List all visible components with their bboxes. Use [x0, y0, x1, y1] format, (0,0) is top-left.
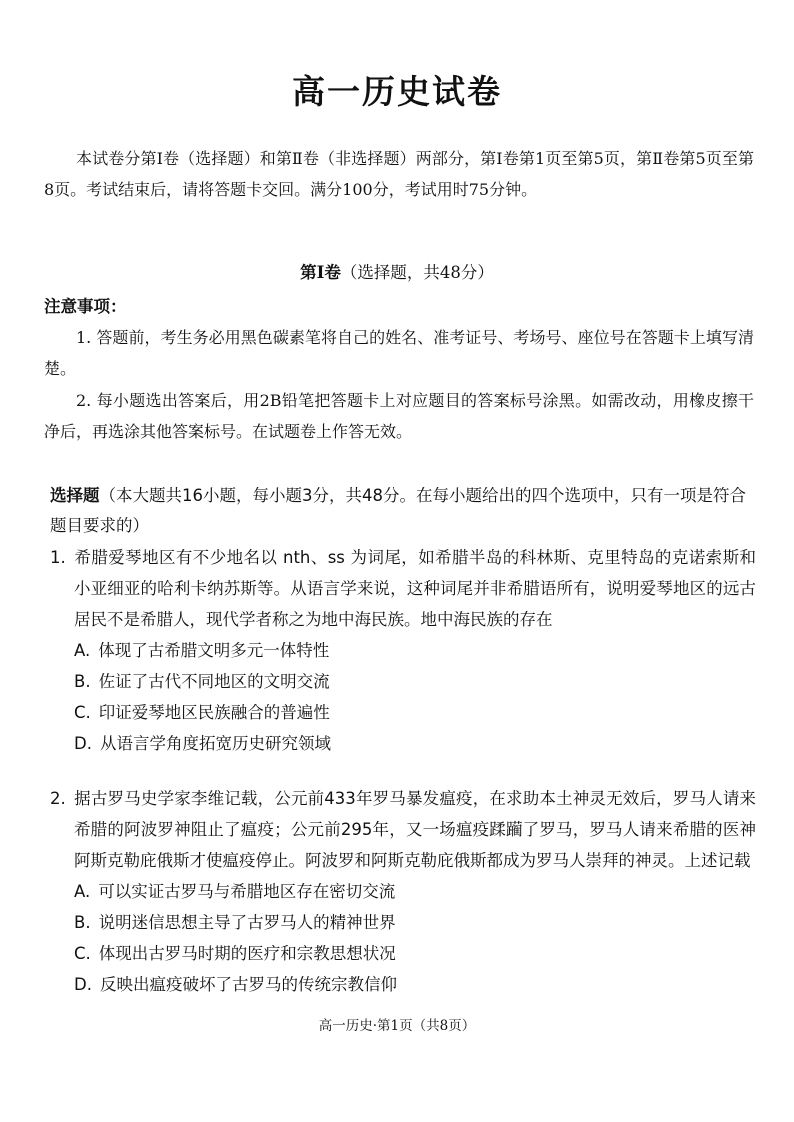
option-text: 体现了古希腊文明多元一体特性	[98, 641, 330, 660]
question-number: 2.	[50, 789, 66, 808]
option-d	[50, 969, 756, 1000]
question-text: 希腊爱琴地区有不少地名以 nth、ss 为词尾，如希腊半岛的科林斯、克里特岛的克诺索斯和小亚细亚的哈利卡纳苏斯等。从语言学来说，这种词尾并非希腊语所有，说明爱琴地区的远古居民不是希腊人，现代学者称之为地中海民族。地中海民族的存在	[74, 548, 756, 629]
option-a	[50, 876, 756, 907]
option-letter: A.	[74, 882, 91, 901]
exam-intro: 本试卷分第Ⅰ卷（选择题）和第Ⅱ卷（非选择题）两部分，第Ⅰ卷第1页至第5页，第Ⅱ卷第5页至第8页。考试结束后，请将答题卡交回。满分100分，考试用时75分钟。	[44, 149, 754, 199]
option-c	[50, 938, 756, 969]
section-heading	[0, 259, 794, 283]
exam-title: 高一历史试卷	[292, 72, 502, 111]
section-name: 第Ⅰ卷	[300, 263, 341, 282]
option-b	[50, 907, 756, 938]
option-letter: A.	[74, 641, 91, 660]
option-text: 从语言学角度拓宽历史研究领域	[99, 734, 331, 753]
question-1	[50, 542, 756, 759]
question-stem	[50, 783, 756, 876]
notice-label: 注意事项：	[44, 297, 127, 316]
option-letter: D.	[74, 734, 92, 753]
page-footer: 高一历史·第1页（共8页）	[318, 1018, 476, 1034]
option-letter: C.	[74, 703, 91, 722]
option-text: 体现出古罗马时期的医疗和宗教思想状况	[98, 944, 396, 963]
option-letter: D.	[74, 975, 92, 994]
option-letter: C.	[74, 944, 91, 963]
option-text: 印证爱琴地区民族融合的普遍性	[98, 703, 330, 722]
mcq-section-header	[50, 481, 756, 541]
question-text: 据古罗马史学家李维记载，公元前433年罗马暴发瘟疫，在求助本土神灵无效后，罗马人请来希腊的阿波罗神阻止了瘟疫；公元前295年，又一场瘟疫蹂躏了罗马，罗马人请来希腊的医神阿斯克勒庇俄斯才使瘟疫停止。阿波罗和阿斯克勒庇俄斯都成为罗马人崇拜的神灵。上述记载	[74, 789, 756, 870]
option-text: 说明迷信思想主导了古罗马人的精神世界	[98, 913, 396, 932]
mcq-label: 选择题	[50, 486, 100, 505]
option-b	[50, 666, 756, 697]
question-2	[50, 783, 756, 1000]
mcq-desc: （本大题共16小题，每小题3分，共48分。在每小题给出的四个选项中，只有一项是符合题目要求的）	[50, 486, 746, 535]
option-letter: B.	[74, 913, 91, 932]
option-text: 佐证了古代不同地区的文明交流	[98, 672, 330, 691]
option-c	[50, 697, 756, 728]
question-stem	[50, 542, 756, 635]
notice-item-1: 1. 答题前，考生务必用黑色碳素笔将自己的姓名、准考证号、考场号、座位号在答题卡上填写清楚。	[44, 328, 754, 378]
option-text: 可以实证古罗马与希腊地区存在密切交流	[98, 882, 396, 901]
option-letter: B.	[74, 672, 91, 691]
section-desc: （选择题，共48分）	[340, 263, 494, 282]
question-number: 1.	[50, 548, 66, 567]
notice-item-2: 2. 每小题选出答案后，用2B铅笔把答题卡上对应题目的答案标号涂黑。如需改动，用橡皮擦干净后，再选涂其他答案标号。在试题卷上作答无效。	[44, 391, 754, 441]
option-a	[50, 635, 756, 666]
option-text: 反映出瘟疫破坏了古罗马的传统宗教信仰	[99, 975, 397, 994]
option-d	[50, 728, 756, 759]
